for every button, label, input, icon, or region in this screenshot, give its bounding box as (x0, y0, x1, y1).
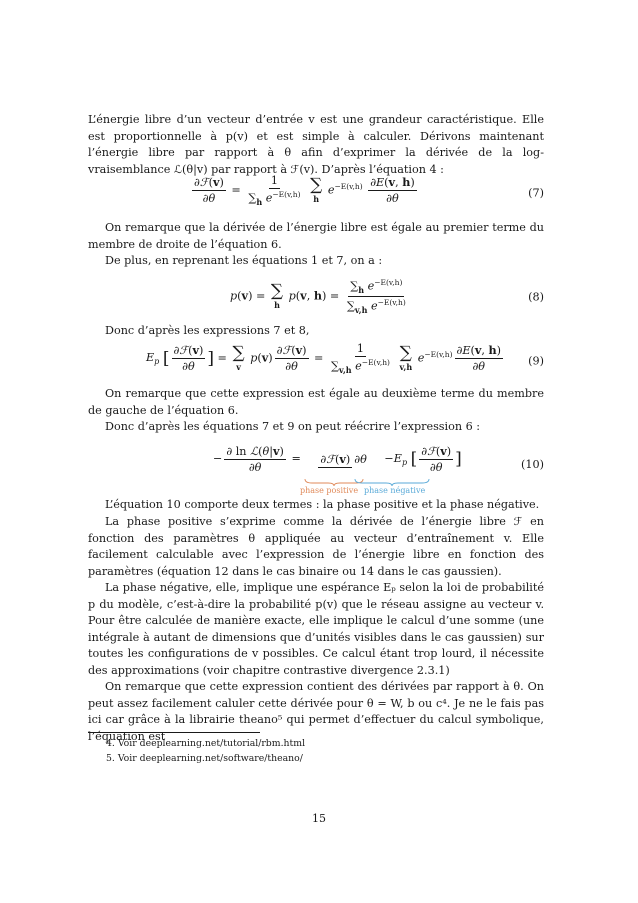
equation-10: − $\frac{\text{∂ ln ℒ(θ|v)}}{\partial\theta}$ = ∂ℱ(v) $\partial\theta -E_p$ [ $\frac{\text{∂ℱ(v)}}{\partial\theta}$ ] phase positive phase négative (10) (213, 444, 544, 495)
paragraph-free-energy-intro: L’énergie libre d’un vecteur d’entrée v est une grandeur caractéristique. Elle est proportionnelle à p(v) et est simple à calculer. Dérivons maintenant l’énergie libre par rapport à θ afin d’exprimer la dérivée de la log-vraisemblance ℒ(θ|v) par rapport à ℱ(v). D’après l’équation 4 : (88, 113, 544, 176)
paragraph-donc-equations: Donc d’après les équations 7 et 9 on peut réécrire l’expression 6 : (105, 420, 481, 433)
negative-phase-brace (354, 478, 430, 486)
footnote-rule (88, 732, 260, 733)
footnote-4: 4. Voir deeplearning.net/tutorial/rbm.html (106, 738, 306, 749)
equation-9: $E_p$ [ $\frac{\text{∂ℱ(v)}}{\partial\theta}$ ] = ∑ v p(v) $\frac{\text{∂ℱ(v)}}{\partial\theta}$ = $\frac{1}{\sum_{v,h} e^{-E(v,h)}}$ ∑ v,h $e^{-E(v,h)}$ $\frac{\partial E(v, h)}{\partial\theta}$ (9) (146, 342, 544, 375)
equation-number-10: (10) (521, 458, 544, 471)
paragraph-two-terms: L’équation 10 comporte deux termes : la phase positive et la phase négative. (105, 498, 540, 511)
paragraph-derivative-remark: On remarque que cette expression contient des dérivées par rapport à θ. On peut assez facilement caluler cette dérivée pour θ = W, b ou c⁴. Je ne le fais pas ici car grâce à la librairie theano⁵ qui permet d’effectuer du calcul symbolique, l’équation est (88, 680, 544, 743)
paragraph-remark-1: On remarque que la dérivée de l’énergie libre est égale au premier terme du membre de droite de l’équation 6. (88, 221, 544, 251)
footnote-5: 5. Voir deeplearning.net/software/theano/ (106, 753, 303, 764)
paragraph-negative-phase: La phase négative, elle, implique une espérance Eₚ selon la loi de probabilité p du modèle, c’est-à-dire la probabilité p(v) que le réseau assigne au vecteur v. Pour être calculée de manière exacte, elle implique le calcul d’une somme (une intégrale à autant de dimensions que d’unités visibles dans le cas gaussien) sur toutes les configurations de v possibles. Ce calcul étant trop lourd, il nécessite des approximations (voir chapitre contrastive divergence 2.3.1) (88, 581, 544, 677)
equation-8: p(v) = ∑ h p(v, h) = $\frac{\sum_h e^{-E(v,h)}}{\sum_{v,h} e^{-E(v,h)}}$ (8) (230, 278, 544, 315)
phase-negative-label: phase négative (364, 486, 426, 495)
paragraph-positive-phase: La phase positive s’exprime comme la dérivée de l’énergie libre ℱ en fonction des paramètres θ appliquée au vecteur d’entraînement v. Elle facilement calculable avec l’expression de l’énergie libre en fonction des paramètres (équation 12 dans le cas binaire ou 14 dans le cas gaussien). (88, 515, 544, 578)
paragraph-de-plus: De plus, en reprenant les équations 1 et 7, on a : (105, 254, 383, 267)
equation-7: $\frac{\text{∂ℱ(v)}}{\partial\theta}$ = $\frac{1}{\sum_h e^{-E(v,h)}}$ ∑ h $e^{-E(v,h)}$ $\frac{\partial E(v, h)}{\partial\theta}$ (7) (194, 174, 544, 207)
paragraph-donc-expressions: Donc d’après les expressions 7 et 8, (105, 324, 310, 337)
page-number: 15 (312, 812, 326, 825)
equation-number-8: (8) (528, 290, 544, 304)
equation-number-7: (7) (528, 186, 544, 200)
phase-positive-label: phase positive (300, 486, 359, 495)
equation-number-9: (9) (528, 354, 544, 368)
paragraph-remark-2: On remarque que cette expression est égale au deuxième terme du membre de gauche de l’équation 6. (88, 387, 544, 417)
